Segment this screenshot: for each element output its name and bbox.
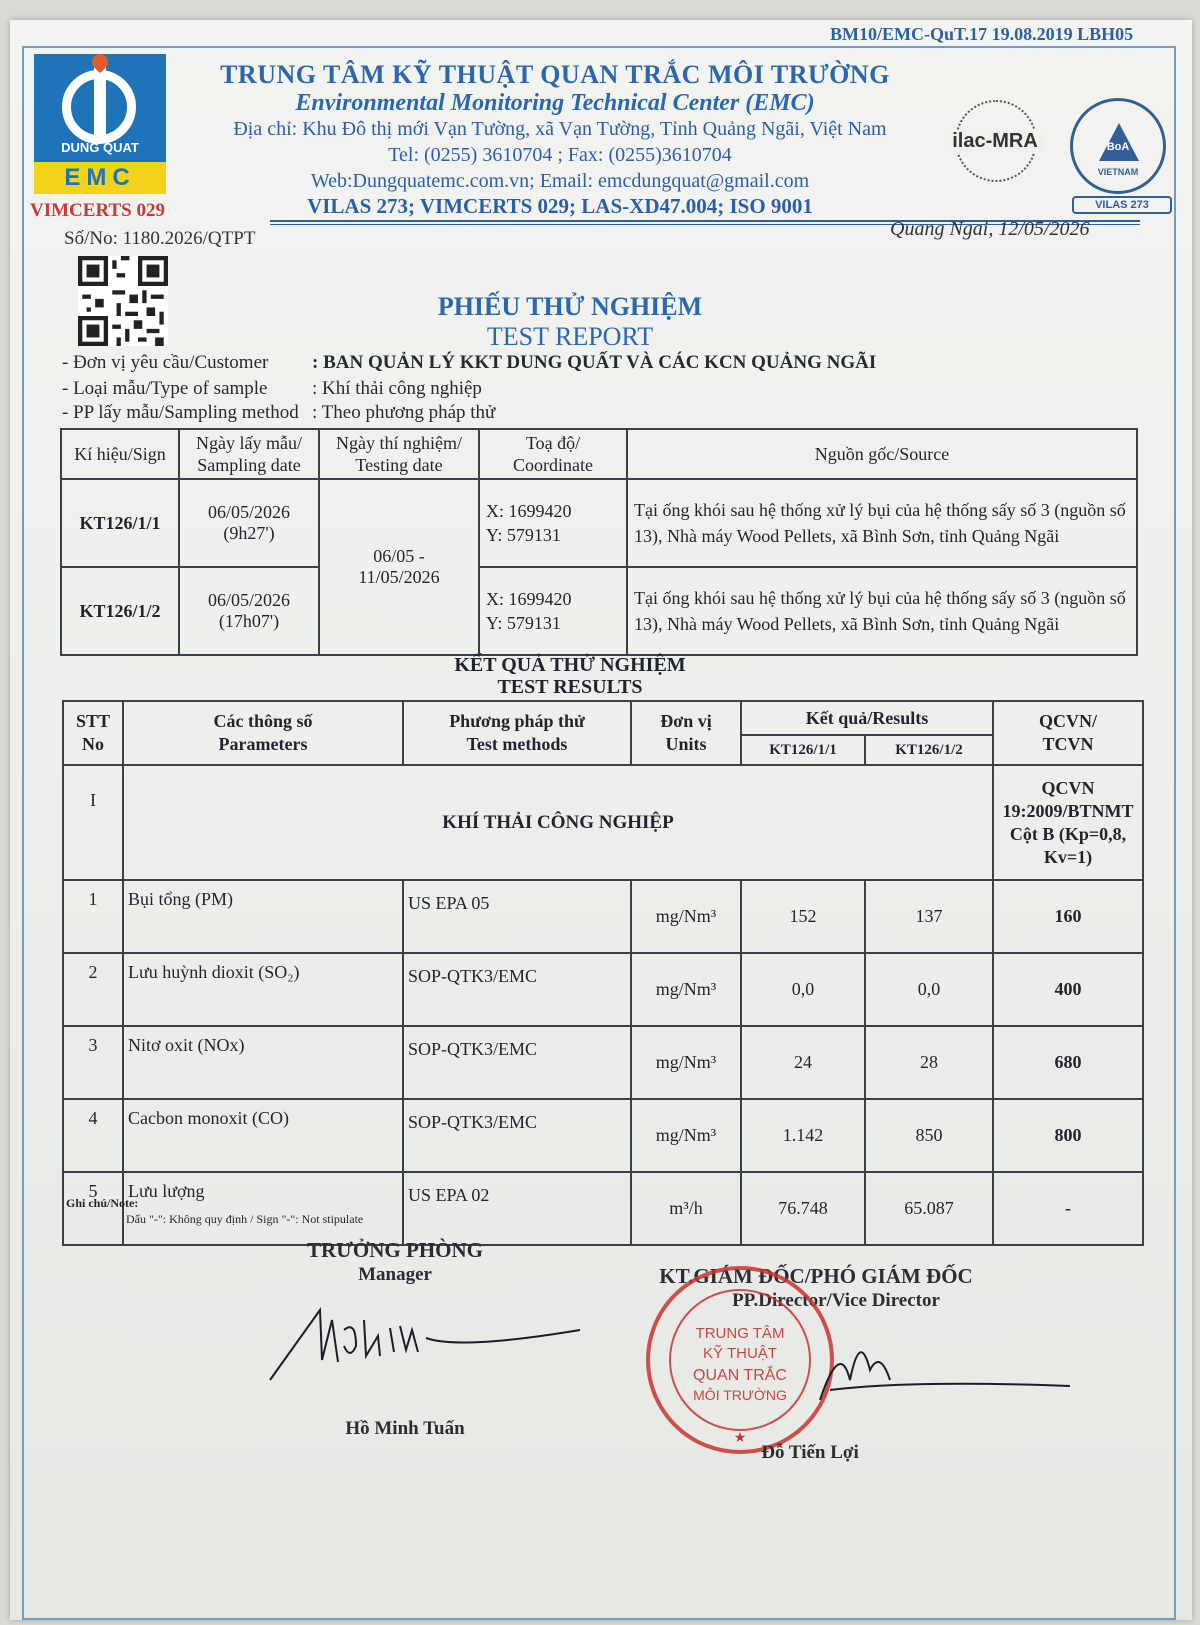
row-limit: 800	[993, 1099, 1143, 1172]
row-method: SOP-QTK3/EMC	[403, 1099, 631, 1172]
manager-title-en: Manager	[358, 1264, 432, 1285]
row-parameter: Bụi tổng (PM)	[123, 880, 403, 953]
org-name-vi: TRUNG TÂM KỸ THUẬT QUAN TRẮC MÔI TRƯỜNG	[220, 60, 890, 89]
row-method: US EPA 02	[403, 1172, 631, 1245]
header-sample-2: KT126/1/2	[865, 735, 993, 765]
row-unit: mg/Nm³	[631, 1099, 741, 1172]
header-coordinate: Toạ độ/ Coordinate	[479, 429, 627, 479]
group-no: I	[63, 765, 123, 880]
sampling-method-value: : Theo phương pháp thử	[312, 402, 496, 423]
customer-value: : BAN QUẢN LÝ KKT DUNG QUẤT VÀ CÁC KCN QUẢNG NGÃI	[312, 352, 877, 373]
place-date: Quang Ngai, 12/05/2026	[890, 218, 1090, 240]
table-row	[63, 953, 1143, 1026]
header-source: Nguồn gốc/Source	[627, 429, 1137, 479]
row-result-1: 24	[741, 1026, 865, 1099]
org-web-email: Web:Dungquatemc.com.vn; Email: emcdungquat@gmail.com	[310, 170, 810, 192]
table-row	[63, 1099, 1143, 1172]
testing-date: 06/05 - 11/05/2026	[319, 479, 479, 655]
header-results: Kết quả/Results	[741, 701, 993, 735]
row-unit: m³/h	[631, 1172, 741, 1245]
header-no: STT No	[63, 701, 123, 765]
sampling-date: 06/05/2026 (17h07')	[179, 567, 319, 655]
manager-title-vi: TRƯỞNG PHÒNG	[307, 1238, 483, 1262]
sample-sign: KT126/1/1	[61, 479, 179, 567]
header-test-methods: Phương pháp thử Test methods	[403, 701, 631, 765]
sample-sign: KT126/1/2	[61, 567, 179, 655]
coordinate: X: 1699420 Y: 579131	[479, 479, 627, 567]
logo-brand: EMC	[34, 162, 166, 194]
row-unit: mg/Nm³	[631, 1026, 741, 1099]
table-row	[63, 1026, 1143, 1099]
logo-name: DUNG QUAT	[61, 140, 139, 155]
header-testing-date: Ngày thí nghiệm/ Testing date	[319, 429, 479, 479]
report-title-vi: PHIẾU THỬ NGHIỆM	[437, 292, 703, 321]
director-signature	[790, 1310, 1090, 1430]
director-title-en: PP.Director/Vice Director	[732, 1290, 940, 1311]
report-title-en: TEST REPORT	[486, 322, 654, 351]
customer-label: - Đơn vị yêu cầu/Customer	[62, 352, 269, 373]
svg-text:TRUNG TÂM: TRUNG TÂM	[695, 1325, 785, 1342]
row-result-1: 1.142	[741, 1099, 865, 1172]
table-row	[63, 1172, 1143, 1245]
row-result-2: 65.087	[865, 1172, 993, 1245]
note-heading: Ghi chú/Note:	[66, 1196, 139, 1210]
source-description: Tại ống khói sau hệ thống xử lý bụi của hệ thống sấy số 3 (nguồn số 13), Nhà máy Wood Pellets, xã Bình Sơn, tỉnh Quảng Ngãi	[627, 479, 1137, 567]
row-no: 1	[63, 880, 123, 953]
group-name: KHÍ THẢI CÔNG NGHIỆP	[123, 765, 993, 880]
row-result-2: 137	[865, 880, 993, 953]
form-code: BM10/EMC-QuT.17 19.08.2019 LBH05	[830, 24, 1134, 44]
sample-type-value: : Khí thải công nghiệp	[312, 378, 482, 399]
row-method: US EPA 05	[403, 880, 631, 953]
accreditations: VILAS 273; VIMCERTS 029; LAS-XD47.004; ISO 9001	[307, 194, 813, 218]
row-limit: 680	[993, 1026, 1143, 1099]
vilas-badge: VILAS 273	[1072, 196, 1172, 214]
results-title-en: TEST RESULTS	[497, 676, 643, 698]
row-result-2: 850	[865, 1099, 993, 1172]
row-no: 4	[63, 1099, 123, 1172]
header-parameters: Các thông số Parameters	[123, 701, 403, 765]
manager-name: Hồ Minh Tuấn	[345, 1418, 465, 1439]
svg-text:QUAN TRẮC: QUAN TRẮC	[693, 1367, 787, 1384]
row-unit: mg/Nm³	[631, 953, 741, 1026]
row-parameter: Cacbon monoxit (CO)	[123, 1099, 403, 1172]
test-report-sheet	[10, 20, 1192, 1620]
document-number: Số/No: 1180.2026/QTPT	[64, 228, 256, 249]
sample-table	[60, 428, 1138, 656]
row-method: SOP-QTK3/EMC	[403, 953, 631, 1026]
header-sample-1: KT126/1/1	[741, 735, 865, 765]
ilac-mra-logo	[945, 100, 1045, 190]
group-row	[63, 765, 1143, 880]
note-text: Dấu "-": Không quy định / Sign "-": Not stipulate	[126, 1212, 364, 1226]
row-result-2: 28	[865, 1026, 993, 1099]
coordinate: X: 1699420 Y: 579131	[479, 567, 627, 655]
org-name-en: Environmental Monitoring Technical Center (EMC)	[295, 90, 815, 116]
row-parameter: Lưu lượng	[123, 1172, 403, 1245]
boa-label: BoA	[1106, 141, 1130, 153]
row-limit: -	[993, 1172, 1143, 1245]
sampling-method-label: - PP lấy mẫu/Sampling method	[62, 402, 299, 423]
row-no: 2	[63, 953, 123, 1026]
results-header-row-1	[63, 701, 1143, 735]
row-parameter: Lưu huỳnh dioxit (SO₂)	[123, 953, 403, 1026]
svg-text:KỸ THUẬT: KỸ THUẬT	[703, 1345, 777, 1362]
sampling-date: 06/05/2026 (9h27')	[179, 479, 319, 567]
org-address: Địa chỉ: Khu Đô thị mới Vạn Tường, xã Vạn Tường, Tỉnh Quảng Ngãi, Việt Nam	[233, 118, 887, 140]
qr-code	[74, 256, 172, 346]
vimcerts-label: VIMCERTS 029	[30, 200, 165, 221]
sample-table-header	[61, 429, 1137, 479]
table-row	[61, 479, 1137, 567]
boa-country: VIETNAM	[1097, 167, 1139, 177]
row-parameter: Nitơ oxit (NOx)	[123, 1026, 403, 1099]
ilac-label: ilac-MRA	[945, 130, 1045, 153]
emc-logo	[34, 54, 166, 194]
director-title-vi: KT.GIÁM ĐỐC/PHÓ GIÁM ĐỐC	[659, 1264, 973, 1288]
row-result-1: 76.748	[741, 1172, 865, 1245]
table-row	[61, 567, 1137, 655]
svg-text:★: ★	[733, 1431, 747, 1446]
table-row	[63, 880, 1143, 953]
source-description: Tại ống khói sau hệ thống xử lý bụi của hệ thống sấy số 3 (nguồn số 13), Nhà máy Wood Pellets, xã Bình Sơn, tỉnh Quảng Ngãi	[627, 567, 1137, 655]
row-result-1: 152	[741, 880, 865, 953]
row-limit: 160	[993, 880, 1143, 953]
header-standard: QCVN/ TCVN	[993, 701, 1143, 765]
manager-signature	[260, 1290, 600, 1400]
org-phone: Tel: (0255) 3610704 ; Fax: (0255)3610704	[388, 144, 732, 166]
results-table	[62, 700, 1144, 1246]
boa-logo	[1070, 98, 1166, 194]
results-title-vi: KẾT QUẢ THỬ NGHIỆM	[454, 654, 686, 676]
row-no: 3	[63, 1026, 123, 1099]
sample-type-label: - Loại mẫu/Type of sample	[62, 378, 268, 399]
row-unit: mg/Nm³	[631, 880, 741, 953]
row-result-2: 0,0	[865, 953, 993, 1026]
row-result-1: 0,0	[741, 953, 865, 1026]
row-method: SOP-QTK3/EMC	[403, 1026, 631, 1099]
row-limit: 400	[993, 953, 1143, 1026]
director-name: Đỗ Tiến Lợi	[761, 1442, 859, 1463]
group-standard: QCVN 19:2009/BTNMT Cột B (Kp=0,8, Kv=1)	[993, 765, 1143, 880]
header-units: Đơn vị Units	[631, 701, 741, 765]
row-no: 5	[63, 1172, 123, 1245]
svg-text:MÔI TRƯỜNG: MÔI TRƯỜNG	[693, 1387, 787, 1403]
header-sign: Kí hiệu/Sign	[61, 429, 179, 479]
header-sampling-date: Ngày lấy mẫu/ Sampling date	[179, 429, 319, 479]
